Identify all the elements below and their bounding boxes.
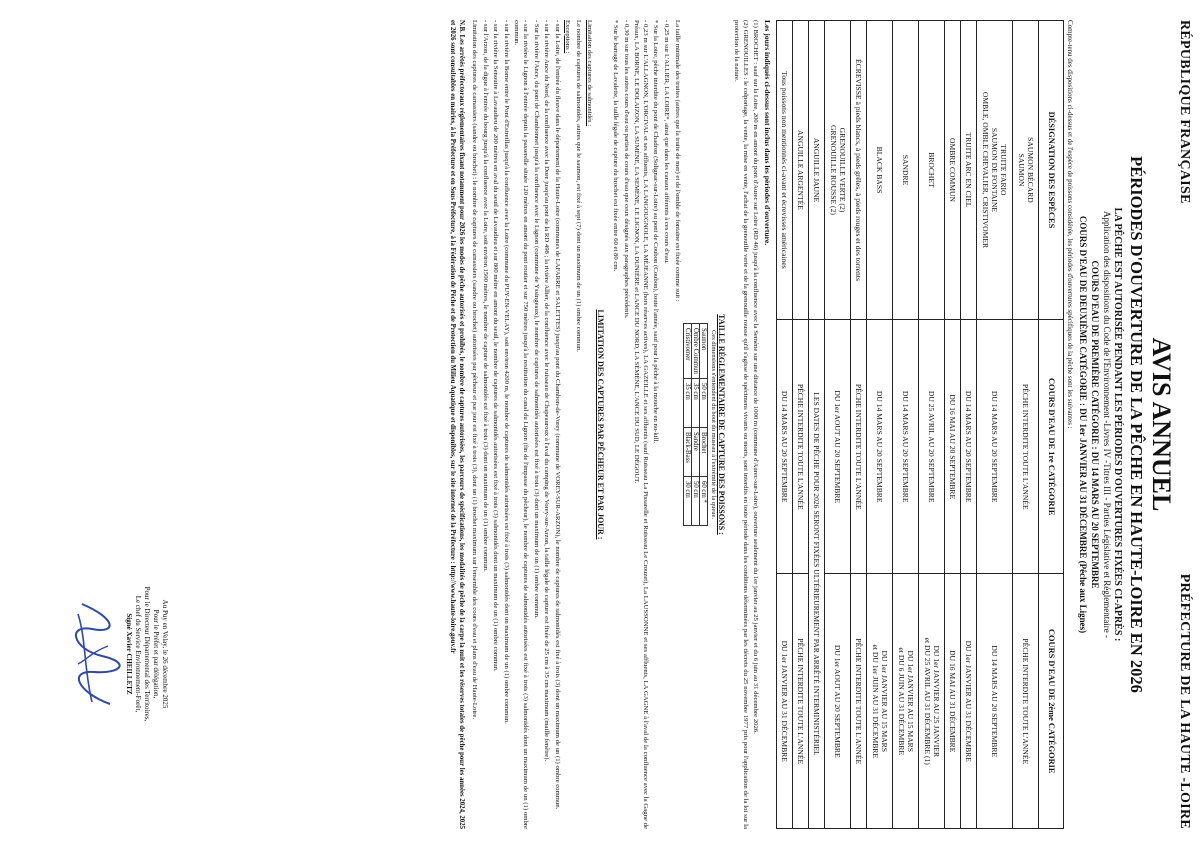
- species-cell-line: ANGUILLE ARGENTÉE: [796, 130, 806, 210]
- category2-cell: [777, 574, 793, 829]
- category1-cell-line: DU 14 MARS AU 20 SEPTEMBRE: [964, 390, 974, 503]
- category1-cell-line: PÊCHE INTERDITE TOUTE L'ANNÉE: [796, 383, 806, 510]
- limitation-paragraph: Limitation des captures de carnassiers (sandre ou brochet) : le nombre de captures de carnassiers (sandre ou brochet) autorisées par pêcheur et par jour est fixé à trois (3), dont un (1) brochet maximum sur l'ensemble des cours d'eau et plans d'eau de Haute-Loire.: [471, 20, 479, 720]
- species-cell: [867, 21, 893, 320]
- category2-cell: [851, 574, 867, 829]
- category2-cell-line: et DU 1er JUIN AU 31 DÉCEMBRE: [870, 644, 880, 758]
- table-row: [867, 21, 893, 829]
- category2-cell-line: et DU 25 AVRIL AU 31 DÉCEMBRE (1): [922, 637, 932, 765]
- category2-cell-line: DU 1er AOUT AU 20 SEPTEMBRE: [833, 644, 843, 758]
- category2-cell-line: et DU 6 JUIN AU 31 DÉCEMBRE: [896, 647, 906, 756]
- signatory-name: Signé Xavier CHEILLETZ: [125, 613, 134, 695]
- category2-cell-line: DU 1er JANVIER AU 15 MARS: [905, 650, 915, 752]
- species-cell-line: SAUMON BÉCARD: [1025, 137, 1035, 203]
- category2-cell: [977, 574, 1013, 829]
- category2-cell-line: DU 1er JANVIER AU 31 DÉCEMBRE: [964, 640, 974, 762]
- min-size-row: [683, 324, 691, 526]
- species-cell-line: BROCHET: [927, 152, 937, 188]
- species-cell-line: SAUMON DE FONTAINE: [990, 127, 1000, 213]
- intro-text: Compte-tenu des dispositions ci-dessus et de l'espèce de poissons considérée, les périodes d'ouvertures spécifiques de la pêche sont les suivantes :: [1066, 20, 1075, 429]
- limitation-paragraph: - sur la rivière le Lignon à l'entrée depuis la passerelle située 120 mètres en amont du pont routier et sur 750 mètres jusqu'à la restitution du canal du Lignon (fin de l'impasse du pêcheur), le nombre de captures de salmonidés autorisées est fixé à trois (3) salmonidés dont un maximum de un (1) ombre commun.: [513, 20, 530, 829]
- species-cell: [1013, 21, 1039, 320]
- table-row: [893, 21, 919, 829]
- species-cell: [893, 21, 919, 320]
- species-cell-line: SANDRE: [901, 154, 911, 186]
- category2-cell: [945, 574, 961, 829]
- category1-period: COURS D'EAU DE PREMIÈRE CATÉGORIE : DU 14 MARS AU 20 SEPTEMBRE: [1090, 260, 1100, 589]
- min-size-cell: Black-Bass: [683, 427, 691, 476]
- category2-cell-line: DU 16 MAI AU 31 DÉCEMBRE: [948, 650, 958, 753]
- size-rule-paragraph: - 0,23 m sur L'ALLAGNON, L'ORCIVAL et ses affluents, LA LANGOUGNOLE, LA MÉJEANNE (hors réserves actives), LA GAZEILLE et ses affluents (sauf Ruisseau La Pissarelle et Ruisseau Le Crouzet), La LAUSSONNE et ses affluents, LA GAGNE à l'aval de la confluence avec la Gagne de Préaux, LA BORNE, LE DOLAIZON, LA SUMÈNE, LA SEMÈNE, LE LIGNON, LA DUNIÈRE et LANCE DU NORD, LA SÉMÈNE, L'ANCE DU SUD, LE DÉGOUT.: [633, 20, 649, 829]
- table-row: [825, 21, 851, 829]
- min-size-title: TAILLE RÉGLEMENTAIRE DE CAPTURE DES POISSONS :: [716, 314, 726, 535]
- species-cell: [919, 21, 945, 320]
- species-cell-line: ÉCREVISSE à pieds blancs, à pieds grêles, à pieds rouges et des torrents: [854, 59, 864, 281]
- table-row: [919, 21, 945, 829]
- category1-cell-line: DU 16 MAI AU 20 SEPTEMBRE: [948, 394, 958, 500]
- min-size-cell: 50 cm: [691, 476, 699, 525]
- category2-cell: [893, 574, 919, 829]
- species-cell: [777, 21, 793, 320]
- category1-cell-line: DU 25 AVRIL AU 20 SEPTEMBRE: [927, 390, 937, 503]
- category1-cell: [945, 319, 961, 574]
- category2-cell-line: PÊCHE INTERDITE TOUTE L'ANNÉE: [796, 638, 806, 765]
- delegation-line-1: Pour le Préfet et par délégation,: [152, 609, 161, 699]
- min-size-row: [691, 324, 699, 526]
- category1-cell: [809, 319, 825, 828]
- species-cell-line: GRENOUILLE ROUSSE (2): [828, 125, 838, 215]
- footnote-brochet: (1) BROCHET : sauf sur la Loire, 200 m en amont du pont d'Aurec sur Loire (RD 46) jusqu'à la confluence avec la Semène sur une distance de 1000 m (commune d'Aurec-sur-Loire), ouverture seulement du 1er janvier au 25 janvier et du 6 juin au 31 décembre 2026.: [752, 20, 760, 734]
- species-cell-line: TRUITE FARIO: [999, 144, 1009, 196]
- limitation-paragraph: - sur l'Arzon, de la digue à l'entrée du bourg jusqu'à la confluence avec la Loire, soit environ 1500 mètres, le nombre de capture de salmonidés est fixé à trois (3) dont un maximum de un (1) ombre commun.: [481, 20, 489, 572]
- table-row: [809, 21, 825, 829]
- species-cell: [977, 21, 1013, 320]
- limitation-title: LIMITATION DES CAPTURES PAR PÊCHEUR ET PAR JOUR :: [595, 309, 605, 540]
- category2-cell-line: DU 1er JANVIER AU 25 JANVIER: [931, 645, 941, 758]
- species-cell: [945, 21, 961, 320]
- species-cell-line: SAUMON: [1016, 153, 1026, 187]
- species-cell-line: OMBLE, OMBLE CHEVALIER, CRISTIVOMER: [981, 91, 991, 249]
- delegation-line-3: Le chef du Service Environnement-Forêt,: [134, 595, 143, 713]
- category1-cell-line: DU 14 MARS AU 20 SEPTEMBRE: [875, 390, 885, 503]
- limitation-paragraph: - sur la rivière la Senouire à Lavaudieu de 200 mètres en aval du seuil de Lavaudieu et sur 800 mètre en amont du seuil, le nombre de captures de salmonidés autorisées est fixé à trois (3) salmonidés dont un maximum de un (1) ombre commun.: [492, 20, 500, 672]
- prefecture-heading: PRÉFECTURE DE LA HAUTE -LOIRE: [1177, 573, 1192, 829]
- limitation-paragraph: - Sur la rivière l'Ance, du pont de Chambonnet jusqu'à la confluence avec le Lignon (commune de Yssingeaux), le nombre de captures de salmonidés autorisées est fixé à trois (3) dont un maximum de un (1) ombre commun.: [532, 20, 540, 619]
- signature-block: [70, 529, 169, 779]
- min-size-cell: 35 cm: [683, 378, 691, 427]
- category1-cell: [893, 319, 919, 574]
- category1-cell: [793, 319, 809, 574]
- limitation-paragraph: Exceptions :: [564, 20, 572, 54]
- limitation-paragraph: - sur la Loire, de l'entrée du fleuve dans le département de la Haute-Loire (communes de LAFARRE et SALETTES) jusqu'au pont du Chambon-de-Vorey (commune de VOREY-SUR-ARZON), le nombre de captures de salmonidés est fixé à trois (3) dont un maximum de un (1) ombre commun.: [553, 20, 561, 810]
- min-size-cell: Ombre Commun: [691, 324, 699, 379]
- category1-cell: [825, 319, 851, 574]
- category2-cell-line: PÊCHE INTERDITE TOUTE L'ANNÉE: [1021, 638, 1031, 765]
- category1-cell-line: DU 14 MARS AU 20 SEPTEMBRE: [780, 390, 790, 503]
- min-size-cell: 50 cm: [699, 378, 707, 427]
- nb-paragraph: N.B. Les arrêtés préfectoraux réglementaires fixant notamment pour 2026 les modes de pêche autorisés et prohibés, le nombre de captures autorisées, les parcours de spécifications, les modalités de pêche de la carpe la nuit et les réserves totales de pêche pour les années 2024, 2025 et 2026 sont consultables en mairies, à la Préfecture et en Sous Préfecture, à la Fédération de Pêche et de Protection du Milieu Aquatique et disponibles, sur le site internet de la Préfecture : http://www.haute-loire.gouv.fr: [448, 20, 465, 829]
- limitation-paragraph: Le nombre de captures de salmonidés, autres que le saumon, est fixé à sept (7) dont un maximum de un (1) ombre commun.: [574, 20, 582, 352]
- category2-period: COURS D'EAU DE DEUXIÈME CATÉGORIE : DU 1er JANVIER AU 31 DÉCEMBRE (Pêche aux Lignes): [1077, 215, 1088, 634]
- category1-cell-line: PÊCHE INTERDITE TOUTE L'ANNÉE: [1021, 383, 1031, 510]
- species-cell-line: Tous poissons non mentionnés ci-avant et écrevisses américaines: [780, 71, 790, 269]
- header-row: [1176, 20, 1192, 829]
- limitation-rules: [470, 20, 593, 829]
- table-row: [945, 21, 961, 829]
- min-size-cell: Sandre: [691, 427, 699, 476]
- category2-cell: [1013, 574, 1039, 829]
- limitation-paragraph: Limitation des captures de salmonidés :: [585, 20, 593, 127]
- category1-cell: [1013, 319, 1039, 574]
- header-species: DÉSIGNATION DES ESPÈCES: [1039, 21, 1064, 320]
- species-cell-line: GRENOUILLE VERTE (2): [837, 127, 847, 213]
- min-size-cell: Cristivomer: [683, 324, 691, 379]
- min-size-cell: Saumon: [699, 324, 707, 379]
- legal-basis-line: Application des dispositions du Code de l'Environnement -Livres IV -Titres III - Parties Législative et Réglementaire -: [1102, 210, 1112, 639]
- min-size-row: [699, 324, 707, 526]
- notice-subtitle: PÉRIODES D'OUVERTURE DE LA PÊCHE EN HAUTE-LOIRE EN 2026: [1127, 156, 1146, 693]
- header-category1: COURS D'EAU DE 1re CATÉGORIE: [1039, 319, 1064, 574]
- opening-periods-table: [776, 20, 1064, 829]
- category2-cell: [961, 574, 977, 829]
- table-row: [793, 21, 809, 829]
- category1-cell-line: DU 14 MARS AU 20 SEPTEMBRE: [990, 390, 1000, 503]
- size-rule-paragraph: * Sur la Loire, pêche interdite du pont de Chadron (Solignac-sur-Loire) au pont de Coubon (Coubon), toute l'année, sauf pour la pêche à la mouche en no-kill.: [652, 20, 660, 444]
- species-cell-line: BLACK BASS: [875, 146, 885, 194]
- species-cell: [793, 21, 809, 320]
- table-row: [961, 21, 977, 829]
- limitation-paragraph: - sur la rivière la Borne entre le Pont d'Estreillas jusqu'à la confluence avec la Loire (commune du PUY-EN-VELAY), soit environ 4200 m, le nombre de captures de salmonidés autorisées est fixé à trois (3) salmonidés dont un maximum de un (1) ombre commun.: [502, 20, 510, 724]
- category2-cell-line: DU 14 MARS AU 20 SEPTEMBRE: [990, 645, 1000, 758]
- category2-cell: [825, 574, 851, 829]
- min-size-subtitle: Ces dimensions s'entendent du bout du museau à l'extrémité de la queue.: [709, 330, 717, 519]
- place-date: Au Puy en Velay, le 26 décembre 2025: [161, 599, 170, 709]
- min-size-cell: Brochet: [699, 427, 707, 476]
- table-body: [777, 21, 1039, 829]
- category2-cell-line: DU 1er JANVIER AU 31 DÉCEMBRE: [780, 640, 790, 762]
- category1-cell-line: PÊCHE INTERDITE TOUTE L'ANNÉE: [854, 383, 864, 510]
- size-rule-paragraph: - 0,30 m sur tous les autres cours d'eau ou parties de cours d'eau que ceux désignés aux paragraphes précédents.: [622, 20, 630, 319]
- category2-cell: [919, 574, 945, 829]
- table-row: [977, 21, 1013, 829]
- species-cell: [809, 21, 825, 320]
- category1-cell: [919, 319, 945, 574]
- table-row: [1013, 21, 1039, 829]
- category1-cell: [961, 319, 977, 574]
- species-cell-line: OMBRE COMMUN: [948, 138, 958, 202]
- species-cell: [851, 21, 867, 320]
- category1-cell-line: LES DATES DE PÊCHE POUR 2026 SERONT FIXÉES ULTÉRIEUREMENT PAR ARRÊTÉ INTERMINISTÉRIEL: [812, 392, 822, 756]
- category1-cell: [777, 319, 793, 574]
- category2-cell-line: DU 1er JANVIER AU 15 MARS: [879, 650, 889, 752]
- inclusive-days-note: Les jours indiqués ci-dessus sont inclus dans les périodes d'ouverture.: [763, 20, 773, 246]
- size-rule-paragraph: - 0,25 m sur L'ALLIER, LA LOIRE*, ainsi que dans les canaux afférents à ces cours d'eau.: [663, 20, 670, 264]
- category1-cell: [867, 319, 893, 574]
- min-size-body: [683, 324, 707, 526]
- table-header-row: [1039, 21, 1064, 829]
- trout-size-rules: [611, 20, 681, 829]
- species-cell: [961, 21, 977, 320]
- size-rule-paragraph: La taille minimale des truites (autres que la truite de mer) et de l'omble de fontaine est fixée comme suit :: [673, 20, 681, 302]
- table-row: [777, 21, 793, 829]
- category2-cell: [793, 574, 809, 829]
- delegation-line-2: Pour le Directeur Départemental des Territoires,: [143, 586, 152, 722]
- min-size-cell: 30 cm: [683, 476, 691, 525]
- category1-cell-line: DU 14 MARS AU 20 SEPTEMBRE: [901, 390, 911, 503]
- category1-cell: [977, 319, 1013, 574]
- species-cell-line: TRUITE ARC EN CIEL: [964, 132, 974, 208]
- size-rule-paragraph: * Sur le barrage de Lavalette, la taille légale de capture du brochet est fixée entre 60 et 80 cm.: [612, 20, 620, 272]
- species-cell-line: ANGUILLE JAUNE: [812, 137, 822, 203]
- category2-cell-line: PÊCHE INTERDITE TOUTE L'ANNÉE: [854, 638, 864, 765]
- authorization-line: LA PÊCHE EST AUTORISÉE PENDANT LES PÉRIODES D'OUVERTURES FIXÉES CI-APRÈS :: [1112, 207, 1123, 642]
- min-size-cell: 60 cm *: [699, 476, 707, 525]
- min-size-cell: 35 cm: [691, 378, 699, 427]
- header-category2: COURS D'EAU DE 2ème CATÉGORIE: [1039, 574, 1064, 829]
- republic-heading: RÉPUBLIQUE FRANÇAISE: [1177, 20, 1192, 204]
- min-size-table: [683, 323, 708, 526]
- category1-cell-line: DU 1er AOUT AU 20 SEPTEMBRE: [833, 390, 843, 504]
- notice-title: AVIS ANNUEL: [1147, 337, 1176, 512]
- category2-cell: [867, 574, 893, 829]
- limitation-paragraph: - sur la rivière Ance du Nord, de la confluence avec la Dore jusqu'au pont de la RD 498 ; la rivière Allier, de la confluence avec le ruisseau de Chapeauroux à l'aval du camping de Vorey-sur-Arzon, la taille légale de capture est fixée de 25 cm à 35 cm maximum (maille fenêtre).: [543, 20, 551, 762]
- footnote-grenouilles: (2) GRENOUILLES : le colportage, la vente, la mise en vente, l'achat de la grenouille verte et de la grenouille rousse qu'il s'agisse de spécimens vivants ou morts, sont interdits en toute période dans les conditions déterminées par les décrets du 25 novembre 1977 pris pour l'application de la loi sur la protection de la nature.: [733, 20, 749, 829]
- handwritten-signature-icon: [70, 594, 122, 714]
- species-cell: [825, 21, 851, 320]
- table-row: [851, 21, 867, 829]
- category1-cell: [851, 319, 867, 574]
